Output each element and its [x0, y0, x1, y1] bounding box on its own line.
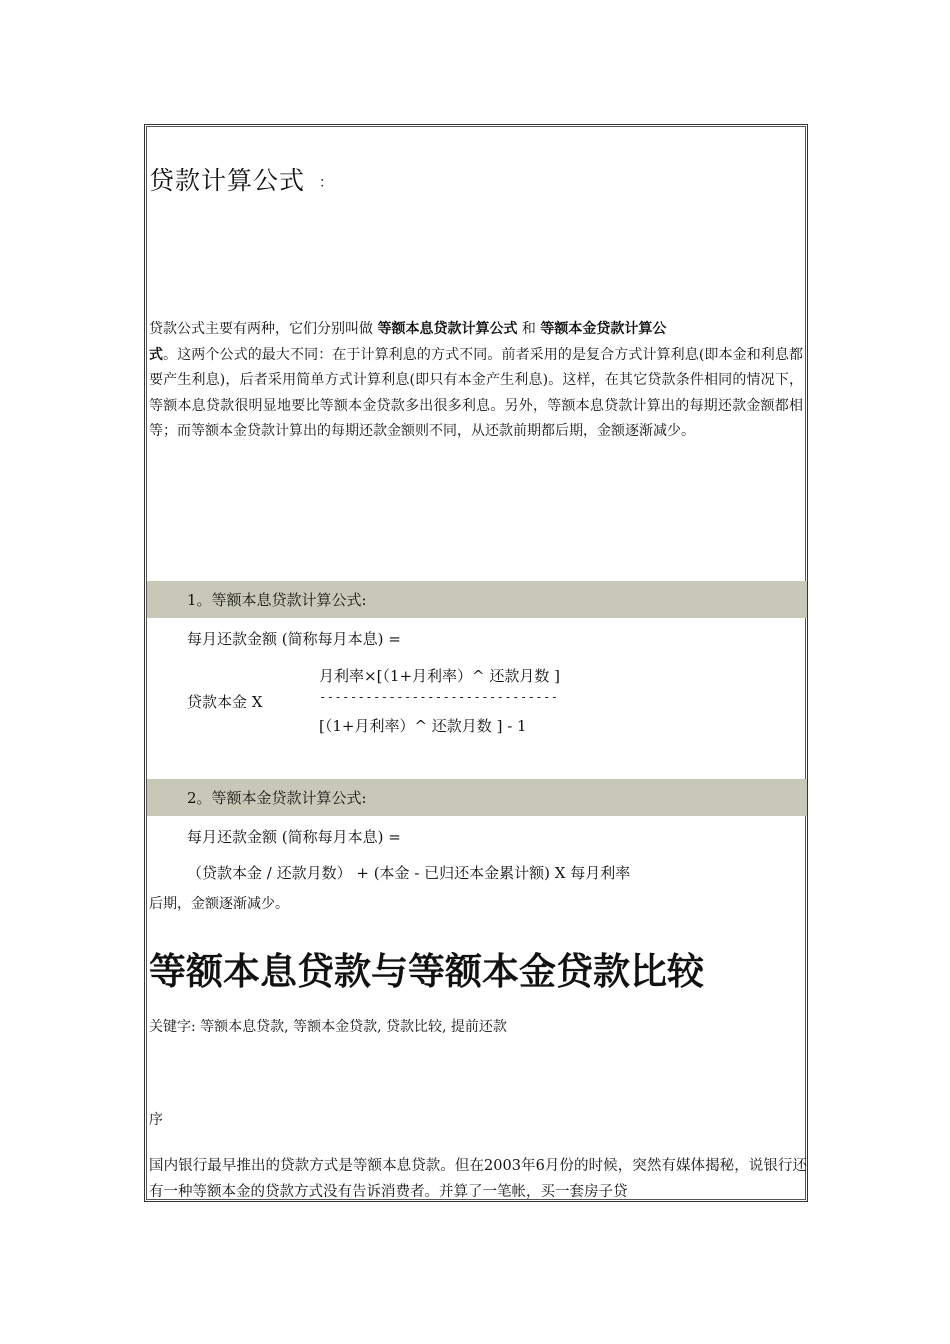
section2-heading: 2。等额本金贷款计算公式: — [187, 789, 367, 807]
article-keywords: 关键字: 等额本息贷款, 等额本金贷款, 贷款比较, 提前还款 — [149, 1019, 507, 1035]
section1-heading-band — [147, 581, 807, 618]
bold-term-equal-installment: 等额本息贷款计算公式 — [377, 321, 518, 337]
title-text: 贷款计算公式 — [149, 166, 306, 195]
section1-monthly-payment-label: 每月还款金额 (简称每月本息) = — [187, 630, 401, 648]
formula2: （贷款本金 / 还款月数） + (本金 - 已归还本金累计额) X 每月利率 — [187, 864, 631, 882]
bold-term-equal-principal: 等额本金贷款计算公 — [540, 321, 667, 337]
section1-heading: 1。等额本息贷款计算公式: — [187, 591, 367, 609]
article-paragraph: 国内银行最早推出的贷款方式是等额本息贷款。但在2003年6月份的时候，突然有媒体揭秘，说银行还有一种等额本金的贷款方式没有告诉消费者。并算了一笔帐，买一套房子贷 — [149, 1158, 807, 1200]
formula1-denominator: [（1+月利率）^ 还款月数 ] - 1 — [319, 717, 527, 735]
title-colon: ： — [319, 175, 335, 191]
section2-monthly-payment-label: 每月还款金额 (简称每月本息) = — [187, 828, 401, 846]
document-frame — [144, 124, 808, 1202]
formula1-principal: 贷款本金 X — [187, 693, 263, 711]
intro-paragraph: 贷款公式主要有两种，它们分别叫做 等额本息贷款计算公式 和 等额本金贷款计算公 式。这两个公式的最大不同：在于计算利息的方式不同。前者采用的是复合方式计算利息(即本金和利息都要产生利息)，后者采用简单方式计算利息(即只有本金产生利息)。这样，在其它贷款条件相同的情况下，等额本息贷款很明显地要比等额本金贷款多出很多利息。另外，等额本息贷款计算出的每期还款金额都相等；而等额本金贷款计算出的每期还款金额则不同，从还款前期都后期，金额逐渐减少。 — [149, 321, 804, 439]
article-preface-heading: 序 — [149, 1112, 163, 1128]
section2-heading-band — [147, 779, 807, 816]
section2-note: 后期，金额逐渐减少。 — [149, 896, 289, 912]
article-heading: 等额本息贷款与等额本金贷款比较 — [149, 950, 704, 993]
document-title — [149, 161, 334, 197]
formula1-numerator: 月利率×[（1+月利率）^ 还款月数 ] — [319, 667, 560, 685]
formula1-fraction-line: ------------------------------- — [319, 690, 559, 704]
